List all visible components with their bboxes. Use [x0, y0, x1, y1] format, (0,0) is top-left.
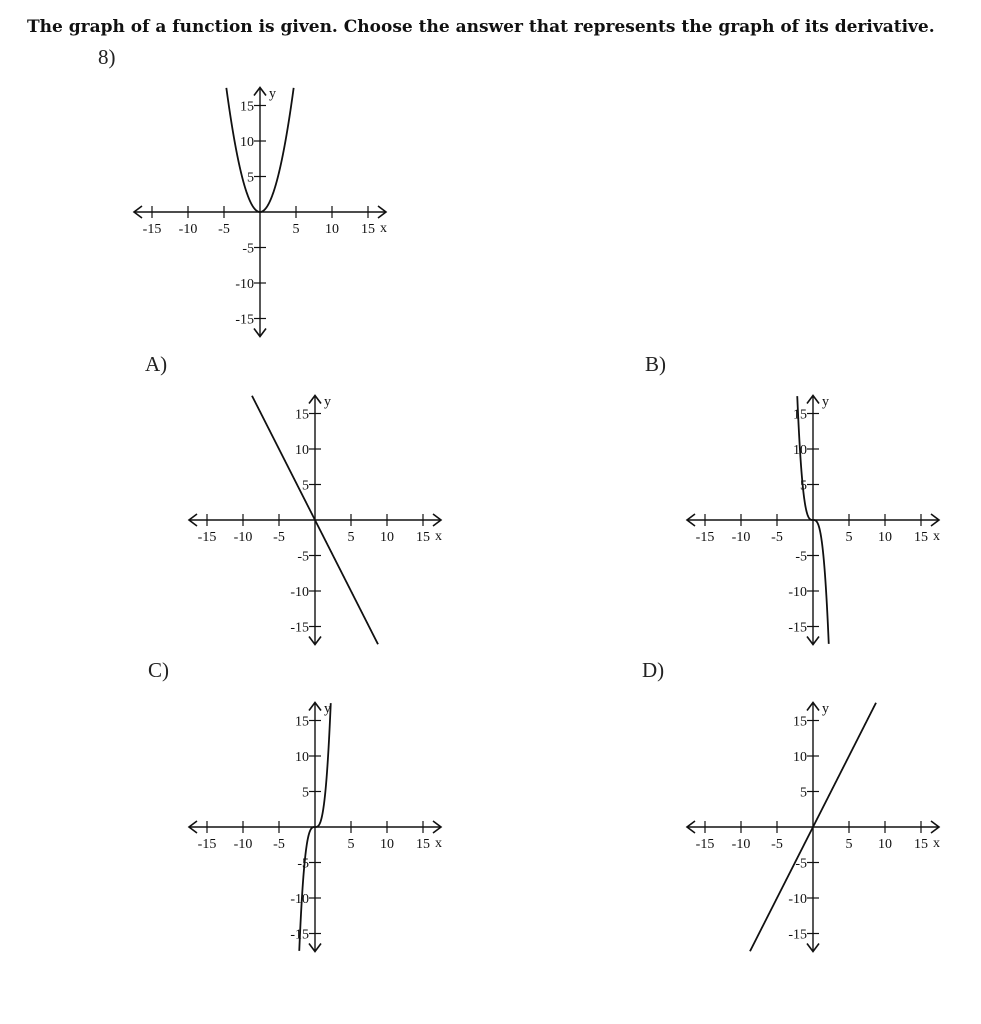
y-tick-label: -10: [235, 277, 254, 292]
x-tick-label: -5: [771, 837, 783, 852]
x-tick-label: 5: [347, 837, 355, 852]
y-tick-label: -5: [795, 549, 807, 565]
x-tick-label: -5: [273, 837, 285, 852]
x-tick-label: 10: [878, 837, 892, 852]
y-tick-label: -10: [290, 892, 309, 907]
y-tick-label: -15: [290, 620, 309, 636]
y-tick-label: 15: [793, 407, 807, 423]
x-tick-label: -15: [695, 837, 715, 852]
y-tick-label: 10: [793, 443, 807, 458]
x-tick-label: 5: [845, 530, 853, 545]
x-tick-label: 15: [914, 530, 928, 545]
x-tick-label: 10: [380, 530, 394, 545]
x-tick-label: -5: [273, 530, 285, 545]
x-axis-label: x: [933, 529, 940, 544]
option-d-graph[interactable]: [668, 682, 968, 972]
y-tick-label: 15: [295, 407, 309, 423]
x-tick-label: 15: [914, 837, 928, 852]
y-tick-label: -5: [795, 856, 807, 872]
option-a-label[interactable]: A): [145, 352, 168, 376]
x-axis-label: x: [435, 836, 442, 851]
option-a-graph[interactable]: [170, 375, 470, 665]
y-tick-label: -10: [788, 585, 807, 600]
x-tick-label: -5: [218, 222, 230, 237]
y-axis-label: y: [324, 701, 331, 717]
x-axis-label: x: [933, 836, 940, 851]
x-axis-label: x: [435, 529, 442, 544]
y-tick-label: -15: [290, 927, 309, 943]
x-tick-label: 15: [361, 222, 375, 237]
x-tick-label: -15: [695, 530, 715, 545]
x-tick-label: -15: [197, 837, 217, 852]
y-tick-label: 15: [793, 714, 807, 730]
option-c-graph[interactable]: [170, 682, 470, 972]
x-axis-label: x: [380, 221, 387, 236]
x-tick-label: 5: [292, 222, 300, 237]
y-tick-label: 10: [240, 135, 254, 150]
y-tick-label: -5: [297, 856, 309, 872]
y-tick-label: 10: [793, 750, 807, 765]
question-number: 8): [98, 45, 116, 69]
x-tick-label: 10: [325, 222, 339, 237]
option-b-graph[interactable]: [668, 375, 968, 665]
y-tick-label: -15: [235, 312, 254, 328]
x-tick-label: 5: [845, 837, 853, 852]
x-tick-label: -10: [178, 222, 198, 237]
given-function-graph: [115, 66, 415, 356]
y-tick-label: 10: [295, 443, 309, 458]
x-tick-label: 10: [380, 837, 394, 852]
x-tick-label: 5: [347, 530, 355, 545]
x-tick-label: -10: [731, 530, 751, 545]
y-tick-label: -5: [242, 241, 254, 257]
y-tick-label: -5: [297, 549, 309, 565]
y-tick-label: -10: [290, 585, 309, 600]
question-instruction: The graph of a function is given. Choose the answer that represents the graph of its derivative.: [27, 17, 935, 37]
y-tick-label: 5: [302, 785, 309, 801]
y-tick-label: -10: [788, 892, 807, 907]
y-axis-label: y: [822, 701, 829, 717]
x-tick-label: 15: [416, 530, 430, 545]
y-tick-label: 5: [800, 478, 807, 494]
x-tick-label: -5: [771, 530, 783, 545]
y-tick-label: -15: [788, 927, 807, 943]
x-tick-label: -10: [233, 837, 253, 852]
x-tick-label: -15: [197, 530, 217, 545]
y-tick-label: 5: [247, 170, 254, 186]
x-tick-label: 10: [878, 530, 892, 545]
y-tick-label: 10: [295, 750, 309, 765]
option-d-label[interactable]: D): [642, 658, 665, 682]
y-axis-label: y: [324, 394, 331, 410]
y-tick-label: -15: [788, 620, 807, 636]
y-axis-label: y: [269, 86, 276, 102]
option-c-label[interactable]: C): [148, 658, 169, 682]
y-tick-label: 5: [302, 478, 309, 494]
y-tick-label: 15: [295, 714, 309, 730]
x-tick-label: -15: [142, 222, 162, 237]
x-tick-label: -10: [731, 837, 751, 852]
y-tick-label: 15: [240, 99, 254, 115]
y-axis-label: y: [822, 394, 829, 410]
x-tick-label: 15: [416, 837, 430, 852]
y-tick-label: 5: [800, 785, 807, 801]
x-tick-label: -10: [233, 530, 253, 545]
option-b-label[interactable]: B): [645, 352, 666, 376]
